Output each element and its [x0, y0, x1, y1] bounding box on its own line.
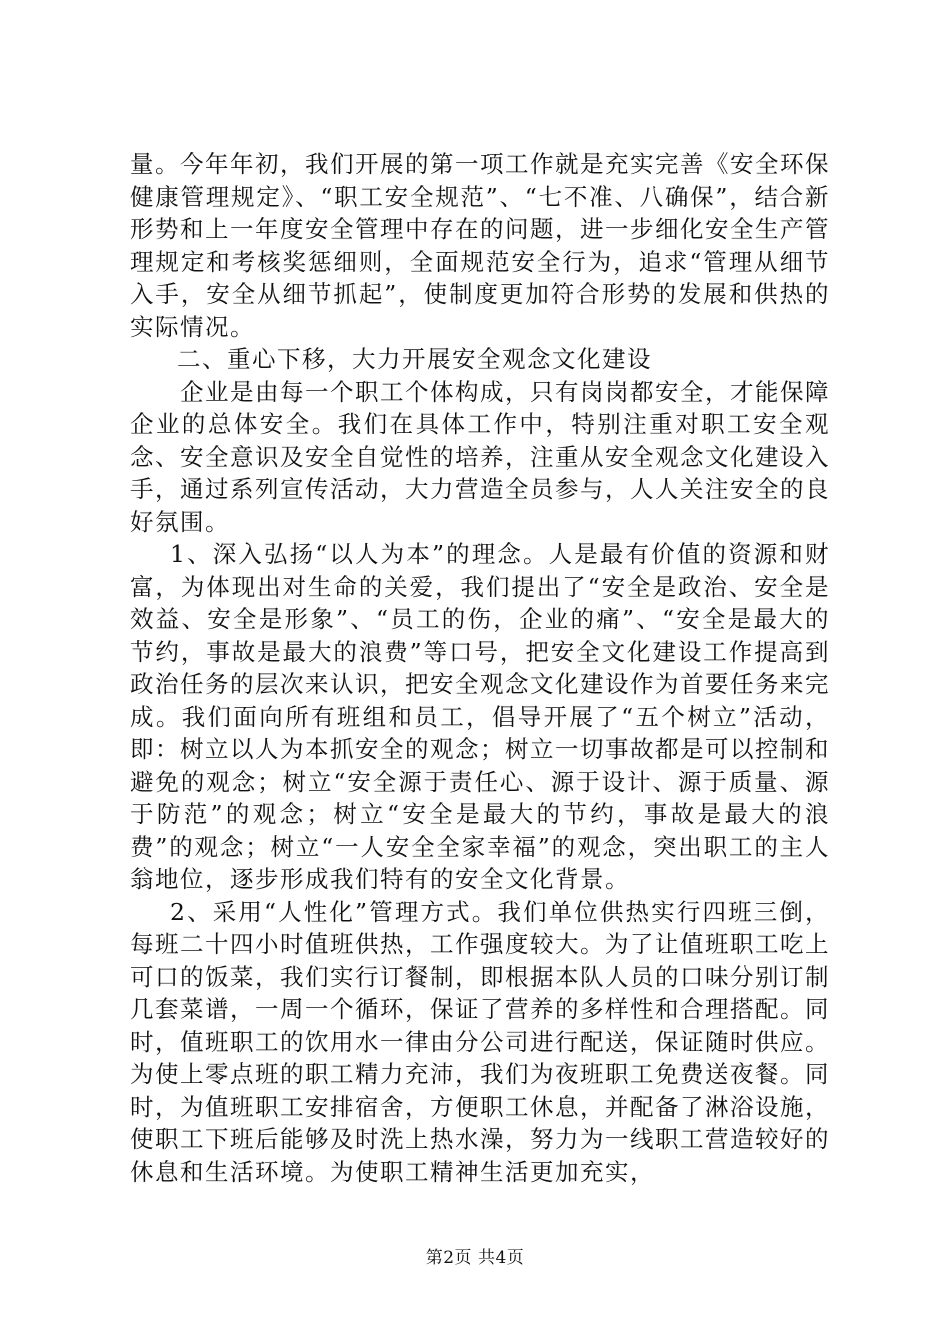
page-footer: 第2页 共4页 — [425, 1248, 525, 1268]
paragraph-item-1: 1、深入弘扬“以人为本”的理念。人是最有价值的资源和财富，为体现出对生命的关爱，我们提出了“安全是政治、安全是效益、安全是形象”、“员工的伤，企业的痛”、“安全是最大的节约，事故是最大的浪费”等口号，把安全文化建设工作提高到政治任务的层次来认识，把安全观念文化建设作为首要任务来完成。我们面向所有班组和员工，倡导开展了“五个树立”活动，即：树立以人为本抓安全的观念；树立一切事故都是可以控制和避免的观念；树立“安全源于责任心、源于设计、源于质量、源于防范”的观念；树立“安全是最大的节约，事故是最大的浪费”的观念；树立“一人安全全家幸福”的观念，突出职工的主人翁地位，逐步形成我们特有的安全文化背景。 — [130, 540, 830, 893]
document-body — [130, 148, 830, 1188]
paragraph-continuation: 量。今年年初，我们开展的第一项工作就是充实完善《安全环保健康管理规定》、“职工安全规范”、“七不准、八确保”，结合新形势和上一年度安全管理中存在的问题，进一步细化安全生产管理规定和考核奖惩细则，全面规范安全行为，追求“管理从细节入手，安全从细节抓起”，使制度更加符合形势的发展和供热的实际情况。 — [130, 150, 830, 341]
paragraph-intro: 企业是由每一个职工个体构成，只有岗岗都安全，才能保障企业的总体安全。我们在具体工作中，特别注重对职工安全观念、安全意识及安全自觉性的培养，注重从安全观念文化建设入手，通过系列宣传活动，大力营造全员参与，人人关注安全的良好氛围。 — [130, 377, 830, 536]
section-heading: 二、重心下移，大力开展安全观念文化建设 — [177, 345, 652, 373]
paragraph-item-2: 2、采用“人性化”管理方式。我们单位供热实行四班三倒，每班二十四小时值班供热，工作强度较大。为了让值班职工吃上可口的饭菜，我们实行订餐制，即根据本队人员的口味分别订制几套菜谱，一周一个循环，保证了营养的多样性和合理搭配。同时，值班职工的饮用水一律由分公司进行配送，保证随时供应。为使上零点班的职工精力充沛，我们为夜班职工免费送夜餐。同时，为值班职工安排宿舍，方便职工休息，并配备了淋浴设施，使职工下班后能够及时洗上热水澡，努力为一线职工营造较好的休息和生活环境。为使职工精神生活更加充实， — [130, 897, 830, 1186]
